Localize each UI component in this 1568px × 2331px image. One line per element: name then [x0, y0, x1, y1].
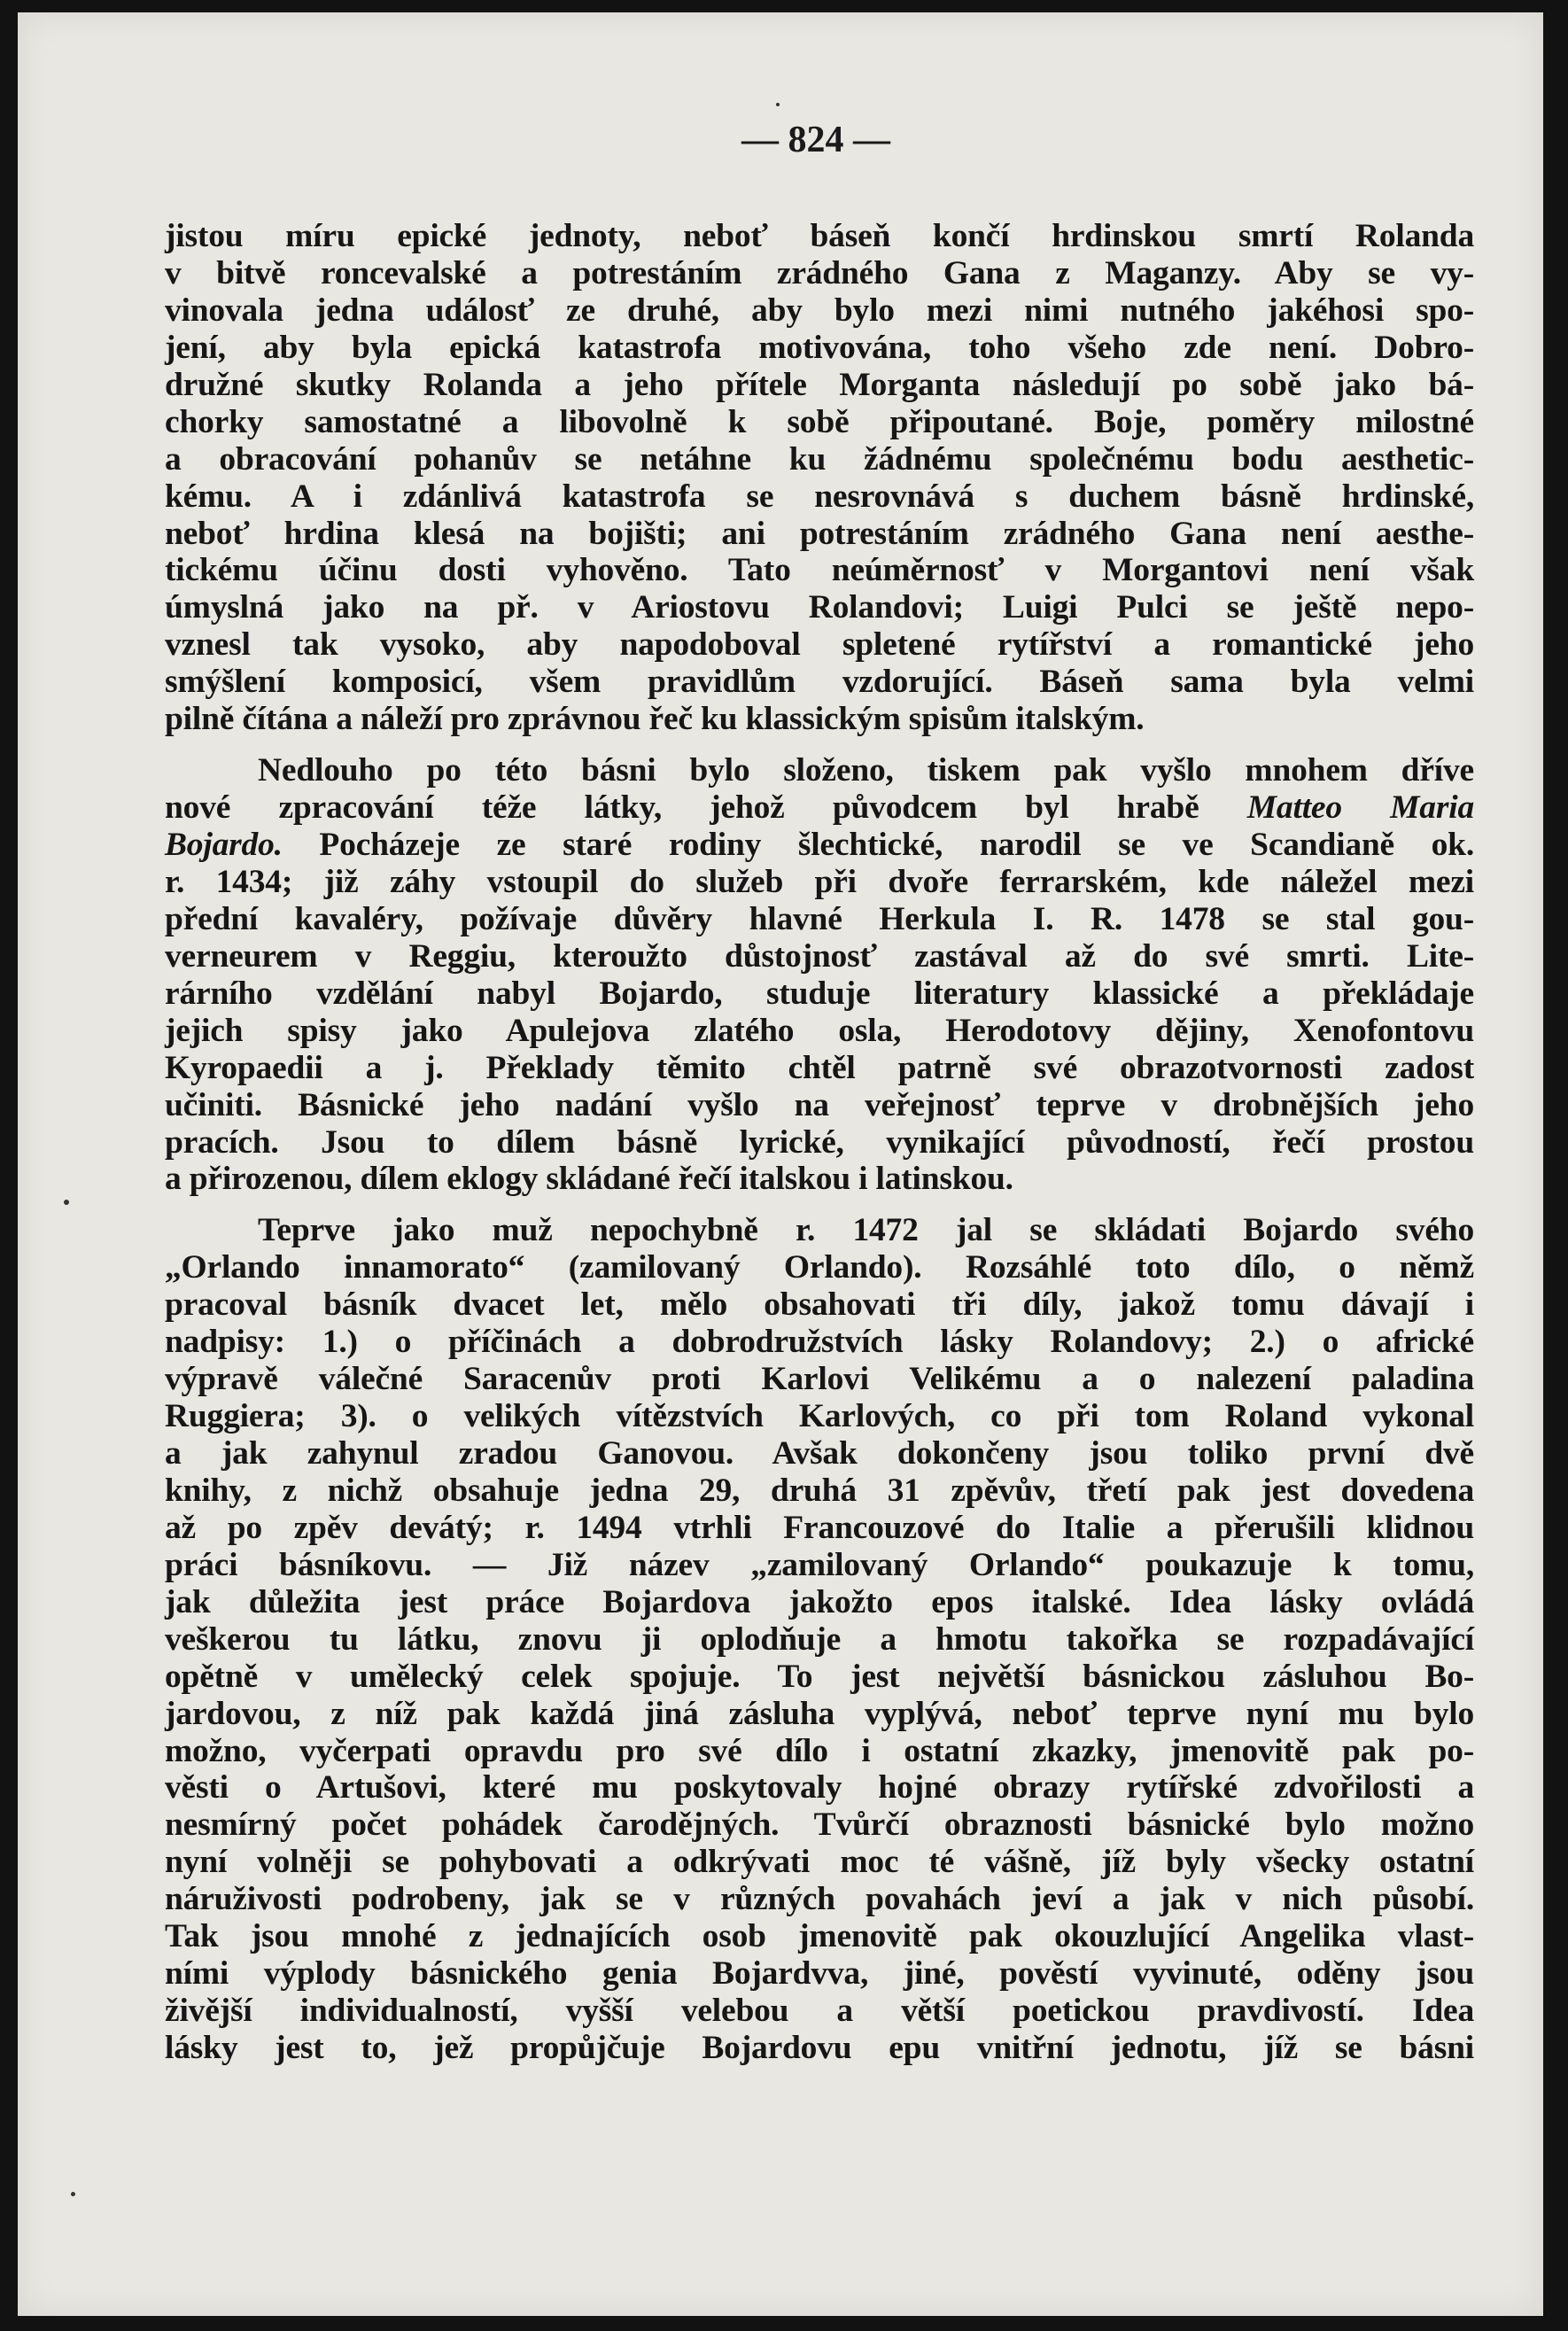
text-line — [165, 1621, 1474, 1659]
line-text: ními výplody básnického genia Bojardvva, jiné, pověstí vyvinuté, oděny jsou — [165, 1955, 1474, 1993]
line-text: kému. A i zdánlivá katastrofa se nesrovnává s duchem básně hrdinské, — [165, 478, 1474, 515]
text-line — [165, 1087, 1474, 1124]
page-number: — 824 — — [741, 120, 890, 160]
text-line — [165, 2030, 1474, 2067]
text-line — [165, 1993, 1474, 2030]
text-line — [165, 1286, 1474, 1324]
line-text: družné skutky Rolanda a jeho přítele Morganta následují po sobě jako bá- — [165, 366, 1474, 403]
line-text: veškerou tu látku, znovu ji oplodňuje a hmotu takořka se rozpadávající — [165, 1620, 1474, 1658]
line-text: tickému účinu dosti vyhověno. Tato neúměrnosť v Morgantovi není však — [165, 552, 1474, 589]
line-text: Nedlouho po této básni bylo složeno, tiskem pak vyšlo mnohem dříve — [258, 752, 1474, 789]
line-text: jistou míru epické jednoty, neboť báseň končí hrdinskou smrtí Rolanda — [165, 218, 1474, 254]
italic-name: Bojardo. — [165, 827, 283, 863]
line-text: pilně čítána a náleží pro zprávnou řeč ku klassickým spisům italským. — [165, 701, 1145, 738]
text-line — [165, 1769, 1474, 1807]
text-line — [165, 218, 1474, 255]
text-line — [165, 1361, 1474, 1398]
line-text: jení, aby byla epická katastrofa motivována, toho všeho zde není. Dobro- — [165, 329, 1474, 366]
line-text: výpravě válečné Saracenův proti Karlovi Velikému a o nalezení paladina — [165, 1361, 1474, 1398]
text-line — [165, 1161, 1474, 1198]
text-line — [165, 1584, 1474, 1621]
text-line — [165, 975, 1474, 1013]
text-line — [165, 1881, 1474, 1918]
line-text: přední kavaléry, požívaje důvěry hlavné Herkula I. R. 1478 se stal gou- — [165, 900, 1474, 937]
text-line — [165, 626, 1474, 664]
text-line — [165, 1844, 1474, 1881]
paragraph — [165, 1212, 1474, 2067]
line-text: nyní volněji se pohybovati a odkrývati moc té vášně, jíž byly všecky ostatní — [165, 1844, 1474, 1881]
line-text: vinovala jedna událosť ze druhé, aby bylo mezi nimi nutného jakéhosi spo- — [165, 291, 1474, 329]
text-line — [165, 1472, 1474, 1510]
paragraph — [165, 752, 1474, 1198]
line-text: knihy, z nichž obsahuje jedna 29, druhá 31 zpěvův, třetí pak jest dovedena — [165, 1472, 1474, 1509]
line-text: Ruggiera; 3). o velikých vítězstvích Karlových, co při tom Roland vykonal — [165, 1398, 1474, 1435]
text-line — [165, 1807, 1474, 1844]
line-text: a přirozenou, dílem eklogy skládané řečí italskou i latinskou. — [165, 1161, 1013, 1198]
line-text: živější individualností, vyšší velebou a větší poetickou pravdivostí. Idea — [165, 1993, 1474, 2030]
text-line — [165, 367, 1474, 404]
paragraph-gap — [165, 738, 1474, 752]
text-line — [165, 938, 1474, 975]
line-text: nesmírný počet pohádek čarodějných. Tvůrčí obraznosti básnické bylo možno — [165, 1807, 1474, 1844]
line-text: práci básníkovu. — Již název „zamilovaný Orlando“ poukazuje k tomu, — [165, 1546, 1474, 1583]
scan-speck — [776, 103, 780, 106]
paragraph — [165, 218, 1474, 738]
line-text: učiniti. Básnické jeho nadání vyšlo na veřejnosť teprve v drobnějších jeho — [165, 1086, 1474, 1123]
line-text: Tak jsou mnohé z jednajících osob jmenovitě pak okouzlující Angelika vlast- — [165, 1918, 1474, 1955]
text-line — [165, 701, 1474, 738]
text-line — [165, 441, 1474, 478]
text-line — [165, 404, 1474, 441]
text-line — [165, 1547, 1474, 1584]
text-line — [165, 330, 1474, 367]
line-text: věsti o Artušovi, které mu poskytovaly hojné obrazy rytířské zdvořilosti a — [165, 1769, 1474, 1807]
line-text: a jak zahynul zradou Ganovou. Avšak dokončeny jsou toliko první dvě — [165, 1435, 1474, 1472]
text-line — [165, 1918, 1474, 1955]
scan-speck — [71, 2192, 75, 2196]
text-line — [165, 1510, 1474, 1547]
line-text: až po zpěv devátý; r. 1494 vtrhli Francouzové do Italie a přerušili klidnou — [165, 1509, 1474, 1546]
line-text: Kyropaedii a j. Překlady těmito chtěl patrně své obrazotvornosti zadost — [165, 1049, 1474, 1086]
text-line — [165, 1696, 1474, 1733]
text-line — [165, 1050, 1474, 1087]
text-line — [165, 1659, 1474, 1696]
text-line — [165, 901, 1474, 938]
line-text: a obracování pohanův se netáhne ku žádnému společnému bodu aesthetic- — [165, 440, 1474, 478]
text-line — [165, 1398, 1474, 1435]
line-text: možno, vyčerpati opravdu pro své dílo i ostatní zkazky, jmenovitě pak po- — [165, 1732, 1474, 1769]
text-line — [165, 1212, 1474, 1249]
text-line — [165, 478, 1474, 516]
text-line — [165, 789, 1474, 827]
line-text: neboť hrdina klesá na bojišti; ani potrestáním zrádného Gana není aesthe- — [165, 515, 1474, 552]
line-text: jardovou, z níž pak každá jiná zásluha vyplývá, neboť teprve nyní mu bylo — [165, 1695, 1474, 1732]
italic-name: Matteo Maria — [1246, 789, 1475, 827]
book-page — [18, 12, 1543, 2316]
text-line — [165, 1249, 1474, 1286]
line-text: opětně v umělecký celek spojuje. To jest největší básnickou zásluhou Bo- — [165, 1658, 1474, 1695]
line-text: Teprve jako muž nepochybně r. 1472 jal se skládati Bojardo svého — [258, 1212, 1474, 1249]
line-text: rárního vzdělání nabyl Bojardo, studuje literatury klassické a překládaje — [165, 975, 1474, 1012]
line-text: pracoval básník dvacet let, mělo obsahovati tři díly, jakož tomu dávají i — [165, 1286, 1474, 1324]
text-line — [165, 827, 1474, 864]
line-text: „Orlando innamorato“ (zamilovaný Orlando). Rozsáhlé toto dílo, o němž — [165, 1249, 1474, 1286]
text-line — [165, 1733, 1474, 1770]
line-text: pracích. Jsou to dílem básně lyrické, vynikající původností, řečí prostou — [165, 1123, 1474, 1161]
text-line — [165, 516, 1474, 553]
text-line — [165, 552, 1474, 589]
line-text: jak důležita jest práce Bojardova jakožto epos italské. Idea lásky ovládá — [165, 1583, 1474, 1620]
text-line — [165, 1324, 1474, 1361]
line-text: smýšlení komposicí, všem pravidlům vzdorující. Báseň sama byla velmi — [165, 664, 1474, 701]
scan-speck — [64, 1200, 69, 1205]
line-text: náruživosti podrobeny, jak se v různých povahách jeví a jak v nich působí. — [165, 1881, 1474, 1918]
line-text: Pocházeje ze staré rodiny šlechtické, narodil se ve Scandianě ok. — [282, 827, 1474, 863]
line-text: úmyslná jako na př. v Ariostovu Rolandovi; Luigi Pulci se ještě nepo- — [165, 589, 1474, 626]
text-line — [165, 589, 1474, 626]
text-line — [165, 664, 1474, 701]
text-line — [165, 1435, 1474, 1472]
text-line — [165, 1955, 1474, 1993]
line-text: jejich spisy jako Apulejova zlatého osla, Herodotovy dějiny, Xenofontovu — [165, 1012, 1474, 1049]
paragraph-gap — [165, 1198, 1474, 1212]
text-line — [165, 1124, 1474, 1162]
text-line — [165, 864, 1474, 901]
line-text: nové zpracování téže látky, jehož původcem byl hrabě — [165, 789, 1247, 827]
line-text: verneurem v Reggiu, kteroužto důstojnosť zastával až do své smrti. Lite- — [165, 937, 1474, 975]
line-text: v bitvě roncevalské a potrestáním zrádného Gana z Maganzy. Aby se vy- — [165, 254, 1474, 291]
line-text: nadpisy: 1.) o příčinách a dobrodružstvích lásky Rolandovy; 2.) o africké — [165, 1324, 1474, 1361]
text-line — [165, 752, 1474, 789]
line-text: r. 1434; již záhy vstoupil do služeb při dvoře ferrarském, kde náležel mezi — [165, 863, 1474, 900]
text-line — [165, 255, 1474, 292]
text-line — [165, 292, 1474, 330]
text-line — [165, 1013, 1474, 1050]
line-text: chorky samostatné a libovolně k sobě připoutané. Boje, poměry milostné — [165, 403, 1474, 440]
line-text: lásky jest to, jež propůjčuje Bojardovu epu vnitřní jednotu, jíž se básni — [165, 2030, 1474, 2066]
line-text: vznesl tak vysoko, aby napodoboval spletené rytířství a romantické jeho — [165, 626, 1474, 664]
body-text — [165, 218, 1474, 2067]
